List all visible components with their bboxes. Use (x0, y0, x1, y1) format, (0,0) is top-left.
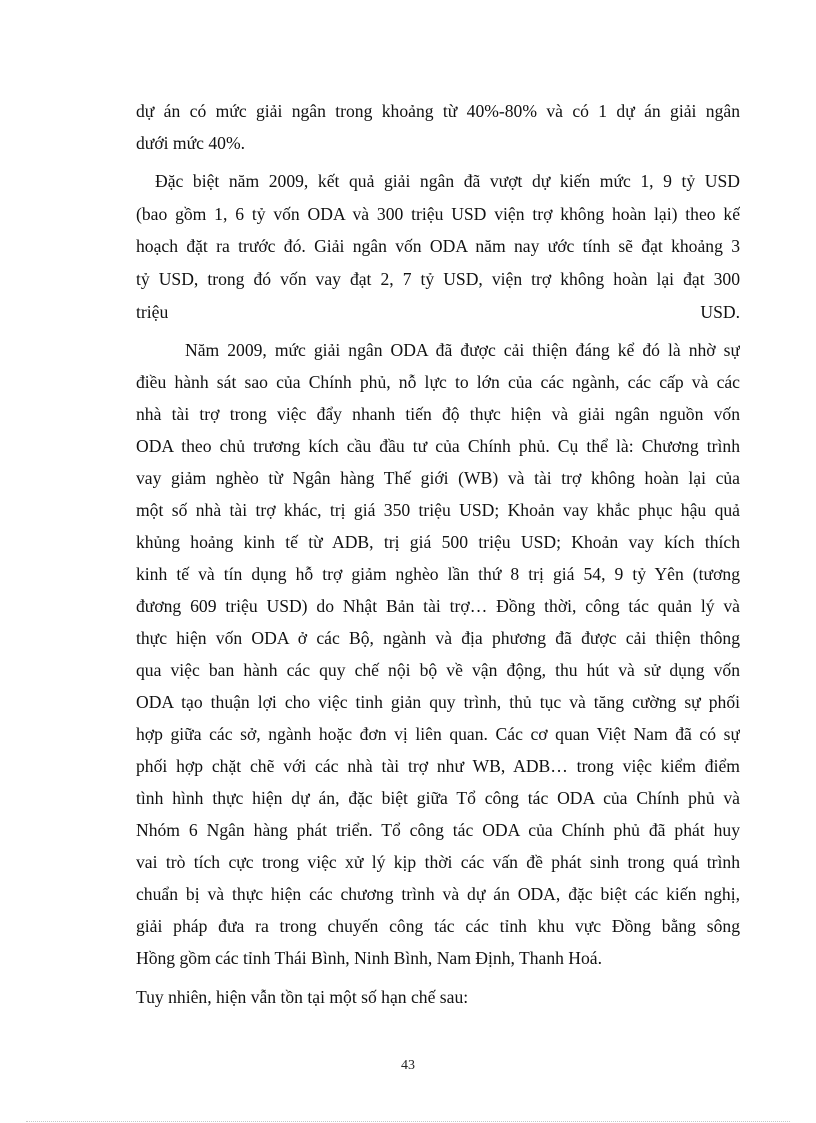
paragraph-3-line-6: một số nhà tài trợ khác, trị giá 350 triệu USD; Khoản vay khắc phục hậu quả (136, 500, 740, 520)
paragraph-3-line-1: Năm 2009, mức giải ngân ODA đã được cải thiện đáng kể đó là nhờ sự (185, 340, 740, 360)
paragraph-3-line-10: thực hiện vốn ODA ở các Bộ, ngành và địa phương đã được cải thiện thông (136, 628, 740, 648)
paragraph-3-line-12: ODA tạo thuận lợi cho việc tinh giản quy trình, thủ tục và tăng cường sự phối (136, 692, 740, 712)
paragraph-3-line-19: giải pháp đưa ra trong chuyến công tác các tỉnh khu vực Đồng bằng sông (136, 916, 740, 936)
footer-divider (26, 1121, 790, 1122)
paragraph-3-line-13: hợp giữa các sở, ngành hoặc đơn vị liên quan. Các cơ quan Việt Nam đã có sự (136, 724, 740, 744)
paragraph-3-line-11: qua việc ban hành các quy chế nội bộ về vận động, thu hút và sử dụng vốn (136, 660, 740, 680)
paragraph-3-line-5: vay giảm nghèo từ Ngân hàng Thế giới (WB) và tài trợ không hoàn lại của (136, 468, 740, 488)
paragraph-3-line-4: ODA theo chủ trương kích cầu đầu tư của Chính phủ. Cụ thể là: Chương trình (136, 436, 740, 456)
paragraph-2-line-5: triệu USD. (136, 302, 740, 322)
paragraph-3-line-15: tình hình thực hiện dự án, đặc biệt giữa Tổ công tác ODA của Chính phủ và (136, 788, 740, 808)
paragraph-3-line-2: điều hành sát sao của Chính phủ, nỗ lực to lớn của các ngành, các cấp và các (136, 372, 740, 392)
paragraph-2-line-1: Đặc biệt năm 2009, kết quả giải ngân đã vượt dự kiến mức 1, 9 tỷ USD (155, 171, 740, 191)
paragraph-3-line-18: chuẩn bị và thực hiện các chương trình và dự án ODA, đặc biệt các kiến nghị, (136, 884, 740, 904)
paragraph-2-line-4: tỷ USD, trong đó vốn vay đạt 2, 7 tỷ USD, viện trợ không hoàn lại đạt 300 (136, 269, 740, 289)
paragraph-3-line-3: nhà tài trợ trong việc đẩy nhanh tiến độ thực hiện và giải ngân nguồn vốn (136, 404, 740, 424)
paragraph-1-line-1: dự án có mức giải ngân trong khoảng từ 40%-80% và có 1 dự án giải ngân (136, 101, 740, 121)
paragraph-3-line-8: kinh tế và tín dụng hỗ trợ giảm nghèo lần thứ 8 trị giá 54, 9 tỷ Yên (tương (136, 564, 740, 584)
paragraph-3-line-9: đương 609 triệu USD) do Nhật Bản tài trợ… Đồng thời, công tác quản lý và (136, 596, 740, 616)
paragraph-3-line-7: khủng hoảng kinh tế từ ADB, trị giá 500 triệu USD; Khoản vay kích thích (136, 532, 740, 552)
paragraph-2-line-2: (bao gồm 1, 6 tỷ vốn ODA và 300 triệu USD viện trợ không hoàn lại) theo kế (136, 204, 740, 224)
paragraph-3-line-16: Nhóm 6 Ngân hàng phát triển. Tổ công tác ODA của Chính phủ đã phát huy (136, 820, 740, 840)
paragraph-1-line-2: dưới mức 40%. (136, 133, 245, 153)
paragraph-3-line-17: vai trò tích cực trong việc xử lý kịp thời các vấn đề phát sinh trong quá trình (136, 852, 740, 872)
paragraph-3-line-20: Hồng gồm các tỉnh Thái Bình, Ninh Bình, Nam Định, Thanh Hoá. (136, 948, 603, 968)
paragraph-2-line-3: hoạch đặt ra trước đó. Giải ngân vốn ODA năm nay ước tính sẽ đạt khoảng 3 (136, 236, 740, 256)
paragraph-4-line-1: Tuy nhiên, hiện vẫn tồn tại một số hạn chế sau: (136, 987, 469, 1007)
page-number: 43 (401, 1058, 415, 1073)
paragraph-3-line-14: phối hợp chặt chẽ với các nhà tài trợ như WB, ADB… trong việc kiểm điểm (136, 756, 740, 776)
